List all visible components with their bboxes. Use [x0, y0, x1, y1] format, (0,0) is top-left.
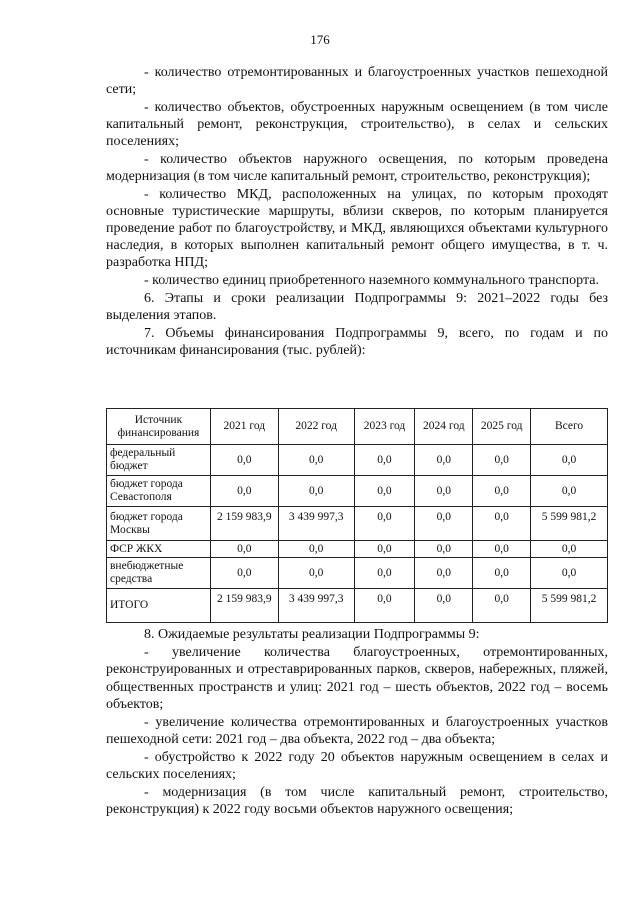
value-cell: 5 599 981,2	[531, 589, 608, 623]
source-cell: внебюджетные средства	[107, 558, 211, 589]
value-cell: 0,0	[354, 445, 415, 476]
source-cell: бюджет города Москвы	[107, 507, 211, 541]
table-row	[107, 445, 608, 476]
result-pedestrian-sections: - увеличение количества отремонтированных и благоустроенных участков пешеходной сети: 2021 год – два объекта, 2022 год – два объекта;	[106, 714, 608, 747]
value-cell: 3 439 997,3	[278, 507, 354, 541]
value-cell: 0,0	[531, 558, 608, 589]
table-header-cell: Источник финансирования	[107, 409, 211, 445]
value-cell: 0,0	[531, 476, 608, 507]
table-header-cell: 2025 год	[473, 409, 531, 445]
table-header-row	[107, 409, 608, 445]
table-row	[107, 541, 608, 558]
value-cell: 0,0	[473, 445, 531, 476]
value-cell: 0,0	[210, 445, 278, 476]
value-cell: 0,0	[415, 558, 473, 589]
value-cell: 0,0	[531, 541, 608, 558]
result-lighting-villages: - обустройство к 2022 году 20 объектов наружным освещением в селах и сельских поселениях;	[106, 749, 608, 782]
value-cell: 0,0	[354, 507, 415, 541]
value-cell: 3 439 997,3	[278, 589, 354, 623]
value-cell: 0,0	[473, 476, 531, 507]
table-header-cell: 2023 год	[354, 409, 415, 445]
value-cell: 0,0	[473, 507, 531, 541]
value-cell: 0,0	[473, 558, 531, 589]
table-header-cell: 2024 год	[415, 409, 473, 445]
value-cell: 0,0	[354, 589, 415, 623]
value-cell: 2 159 983,9	[210, 507, 278, 541]
value-cell: 5 599 981,2	[531, 507, 608, 541]
paragraph-mkd-repair: - количество МКД, расположенных на улицах, по которым проходят основные туристические маршруты, вблизи скверов, по которым планируется проведение работ по благоустройству, и МКД, являющихся объектами культурного наследия, в которых выполнен капитальный ремонт общего имущества, в т. ч. разработка НПД;	[106, 187, 608, 270]
value-cell: 0,0	[210, 558, 278, 589]
page-number: 176	[310, 32, 330, 47]
value-cell: 0,0	[354, 541, 415, 558]
table-row-total	[107, 589, 608, 623]
value-cell: 0,0	[278, 476, 354, 507]
value-cell: 0,0	[354, 476, 415, 507]
source-cell: ИТОГО	[107, 589, 211, 623]
source-cell: федеральный бюджет	[107, 445, 211, 476]
source-cell: бюджет города Севастополя	[107, 476, 211, 507]
paragraph-transport-units: - количество единиц приобретенного наземного коммунального транспорта.	[144, 273, 599, 288]
value-cell: 0,0	[415, 589, 473, 623]
value-cell: 0,0	[415, 445, 473, 476]
value-cell: 0,0	[278, 445, 354, 476]
results-heading: 8. Ожидаемые результаты реализации Подпрограммы 9:	[144, 627, 480, 642]
body-text-top	[106, 64, 608, 360]
value-cell: 0,0	[473, 541, 531, 558]
source-cell: ФСР ЖКХ	[107, 541, 211, 558]
value-cell: 0,0	[531, 445, 608, 476]
value-cell: 0,0	[210, 541, 278, 558]
table-row	[107, 558, 608, 589]
value-cell: 0,0	[473, 589, 531, 623]
result-lighting-modernization: - модернизация (в том числе капитальный ремонт, строительство, реконструкция) к 2022 году восьми объектов наружного освещения;	[106, 784, 608, 817]
table-header-cell: Всего	[531, 409, 608, 445]
value-cell: 0,0	[278, 541, 354, 558]
value-cell: 0,0	[278, 558, 354, 589]
paragraph-lighting-villages: - количество объектов, обустроенных наружным освещением (в том числе капитальный ремонт, реконструкция, строительство), в селах и сельских поселениях;	[106, 100, 608, 149]
result-parks-improvement: - увеличение количества благоустроенных, отремонтированных, реконструированных и отреставрированных парков, скверов, набережных, пляжей, общественных пространств и улиц: 2021 год – шесть объектов, 2022 год – восемь объектов;	[106, 644, 608, 712]
value-cell: 0,0	[210, 476, 278, 507]
value-cell: 2 159 983,9	[210, 589, 278, 623]
table-header-cell: 2022 год	[278, 409, 354, 445]
financing-table	[106, 408, 608, 623]
value-cell: 0,0	[415, 507, 473, 541]
value-cell: 0,0	[354, 558, 415, 589]
table-row	[107, 507, 608, 541]
table-row	[107, 476, 608, 507]
paragraph-financing-volumes: 7. Объемы финансирования Подпрограммы 9, всего, по годам и по источникам финансирования (тыс. рублей):	[106, 326, 608, 358]
results-section	[106, 626, 608, 819]
paragraph-pedestrian-sections: - количество отремонтированных и благоустроенных участков пешеходной сети;	[106, 65, 608, 97]
value-cell: 0,0	[415, 476, 473, 507]
paragraph-stages-terms: 6. Этапы и сроки реализации Подпрограммы 9: 2021–2022 годы без выделения этапов.	[106, 291, 608, 323]
table-header-cell: 2021 год	[210, 409, 278, 445]
value-cell: 0,0	[415, 541, 473, 558]
paragraph-lighting-modernization: - количество объектов наружного освещения, по которым проведена модернизация (в том числе капитальный ремонт, строительство, реконструкция);	[106, 152, 608, 184]
